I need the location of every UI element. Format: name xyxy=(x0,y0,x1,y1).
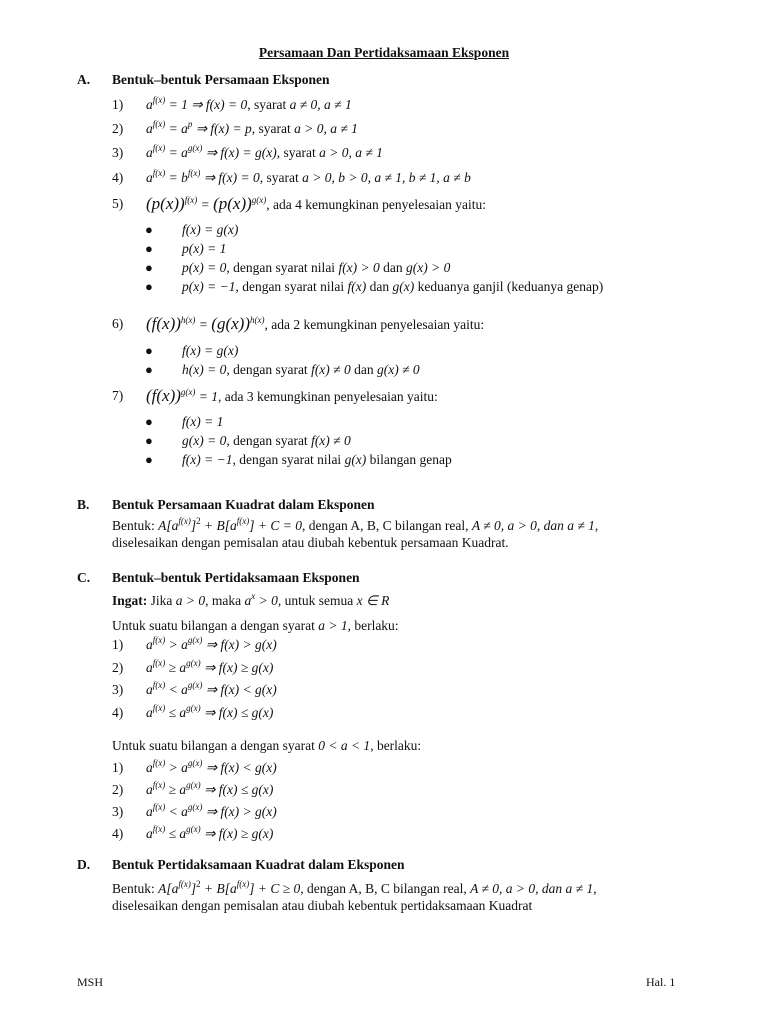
item-number: 6) xyxy=(112,316,124,331)
note-math: a > 0 xyxy=(175,593,206,608)
condition-label: , syarat xyxy=(251,121,295,136)
implies: ⇒ xyxy=(200,782,219,797)
exponent: f(x) xyxy=(152,680,166,690)
formula-base: a xyxy=(179,782,187,797)
intro-text: , berlaku: xyxy=(370,738,422,753)
exponent: f(x) xyxy=(184,195,198,205)
formula-part: ] + C ≥ 0 xyxy=(249,881,301,896)
condition-label: , syarat xyxy=(276,145,320,160)
result: f(x) ≥ g(x) xyxy=(218,660,274,675)
result: f(x) < g(x) xyxy=(220,760,277,775)
bullet-text: , dengan syarat nilai xyxy=(232,452,345,467)
exponent: x xyxy=(251,591,256,601)
section-title: Bentuk Persamaan Kuadrat dalam Eksponen xyxy=(112,497,375,512)
bullet-math: f(x) ≠ 0 xyxy=(311,362,351,377)
item-number: 4) xyxy=(112,170,124,185)
formula xyxy=(146,781,273,798)
item-number: 1) xyxy=(112,760,124,775)
operator: ≤ xyxy=(165,705,180,720)
intro-math: 0 < a < 1 xyxy=(318,738,371,753)
formula-part: = b xyxy=(165,170,188,185)
section-title: Bentuk–bentuk Pertidaksamaan Eksponen xyxy=(112,570,360,585)
bullet-math: g(x) xyxy=(344,452,367,467)
bullet-content xyxy=(182,451,452,468)
exponent: g(x) xyxy=(186,780,201,790)
formula-base: a xyxy=(146,782,153,797)
formula xyxy=(146,759,277,776)
item-number: 3) xyxy=(112,682,124,697)
form-label: Bentuk: xyxy=(112,881,159,896)
formula-base: a xyxy=(146,760,153,775)
exponent: f(x) xyxy=(152,168,166,178)
formula-base: a xyxy=(146,660,153,675)
formula-part: + B[a xyxy=(200,881,237,896)
form-label: Bentuk: xyxy=(112,518,159,533)
formula xyxy=(146,803,277,820)
bullet-math: g(x) > 0 xyxy=(406,260,451,275)
result: f(x) > g(x) xyxy=(220,804,277,819)
exponent: f(x) xyxy=(152,143,166,153)
formula-base: a xyxy=(146,97,153,112)
bullet-icon: ● xyxy=(145,414,153,429)
bullet-icon: ● xyxy=(145,343,153,358)
bullet-math: f(x) = −1 xyxy=(182,452,233,467)
implies: ⇒ xyxy=(202,637,221,652)
formula-text: , dengan A, B, C bilangan real, xyxy=(302,518,472,533)
bullet-math: g(x) = 0 xyxy=(182,433,227,448)
formula-rhs: (p(x)) xyxy=(213,194,252,213)
item-number: 7) xyxy=(112,388,124,403)
bullet-icon: ● xyxy=(145,222,153,237)
exponent: g(x) xyxy=(186,658,201,668)
formula-base: a xyxy=(181,804,188,819)
section-b-note: diselesaikan dengan pemisalan atau diubah kebentuk persamaan Kuadrat. xyxy=(112,535,509,550)
condition-label: , syarat xyxy=(259,170,303,185)
bullet-text: dan xyxy=(366,279,393,294)
condition-intro-2 xyxy=(112,737,421,754)
exponent: f(x) xyxy=(236,879,250,889)
item-number: 4) xyxy=(112,826,124,841)
formula-condition: A ≠ 0, a > 0, dan a ≠ 1 xyxy=(471,518,595,533)
document-title: Persamaan Dan Pertidaksamaan Eksponen xyxy=(258,45,510,60)
formula-base: a xyxy=(181,760,188,775)
exponent: f(x) xyxy=(152,780,166,790)
note-math: a xyxy=(244,593,252,608)
item-number: 1) xyxy=(112,97,124,112)
section-d-note: diselesaikan dengan pemisalan atau diubah kebentuk pertidaksamaan Kuadrat xyxy=(112,898,533,913)
exponent: g(x) xyxy=(186,824,201,834)
condition-math: a > 0, a ≠ 1 xyxy=(319,145,383,160)
formula-part: ] xyxy=(190,518,197,533)
result: f(x) ≥ g(x) xyxy=(218,826,274,841)
exponent: f(x) xyxy=(236,516,250,526)
bullet-icon: ● xyxy=(145,452,153,467)
operator: < xyxy=(165,682,182,697)
operator: ≥ xyxy=(165,660,180,675)
condition-math: a > 0, b > 0, a ≠ 1, b ≠ 1, a ≠ b xyxy=(302,170,471,185)
bullet-icon: ● xyxy=(145,433,153,448)
formula xyxy=(146,681,277,698)
bullet-math: f(x) = g(x) xyxy=(182,343,239,358)
intro-text: Untuk suatu bilangan a dengan syarat xyxy=(112,738,319,753)
formula-text: , xyxy=(594,518,599,533)
square-exponent: 2 xyxy=(196,879,201,889)
exponent: f(x) xyxy=(152,802,166,812)
implies: ⇒ xyxy=(200,660,219,675)
result: f(x) ≤ g(x) xyxy=(218,705,274,720)
item-number: 2) xyxy=(112,121,124,136)
bullet-content xyxy=(182,361,420,378)
note-text: , untuk semua xyxy=(277,593,357,608)
exponent: f(x) xyxy=(152,658,166,668)
bullet-math: f(x) = 1 xyxy=(182,414,224,429)
section-letter: A. xyxy=(77,72,91,87)
item-number: 4) xyxy=(112,705,124,720)
formula-base: a xyxy=(181,637,188,652)
bullet-math: f(x) ≠ 0 xyxy=(311,433,351,448)
bullet-icon: ● xyxy=(145,279,153,294)
section-d-formula xyxy=(112,880,597,897)
section-letter: C. xyxy=(77,570,91,585)
formula-condition: A ≠ 0, a > 0, dan a ≠ 1 xyxy=(470,881,594,896)
exponent: g(x) xyxy=(180,387,196,397)
result: f(x) < g(x) xyxy=(220,682,277,697)
formula xyxy=(146,704,273,721)
item-text: , ada 2 kemungkinan penyelesaian yaitu: xyxy=(264,317,485,332)
ingat-note xyxy=(112,592,389,609)
exponent: f(x) xyxy=(152,95,166,105)
bullet-math: p(x) = 0 xyxy=(182,260,227,275)
footer-page-number: Hal. 1 xyxy=(646,975,676,989)
implies: ⇒ xyxy=(200,705,219,720)
condition-intro-1 xyxy=(112,617,399,634)
note-text: Jika xyxy=(147,593,176,608)
formula-text: , dengan A, B, C bilangan real, xyxy=(300,881,471,896)
operator: ≤ xyxy=(165,826,180,841)
formula-part: = a xyxy=(165,145,188,160)
exponent: f(x) xyxy=(152,635,166,645)
result: f(x) > g(x) xyxy=(220,637,277,652)
intro-text: Untuk suatu bilangan a dengan syarat xyxy=(112,618,319,633)
bullet-icon: ● xyxy=(145,260,153,275)
formula-part: = a xyxy=(165,121,188,136)
bullet-math: g(x) xyxy=(392,279,415,294)
implies: ⇒ xyxy=(200,826,219,841)
note-text: , maka xyxy=(205,593,245,608)
bullet-text: , dengan syarat xyxy=(226,433,312,448)
formula-base: a xyxy=(181,682,188,697)
item-text: , ada 3 kemungkinan penyelesaian yaitu: xyxy=(218,389,438,404)
formula xyxy=(146,636,277,653)
note-math: x ∈ R xyxy=(356,593,390,608)
formula-base: a xyxy=(146,804,153,819)
bullet-math: f(x) = g(x) xyxy=(182,222,239,237)
formula-base: a xyxy=(179,826,187,841)
bullet-text: , dengan syarat nilai xyxy=(226,260,339,275)
result: f(x) ≤ g(x) xyxy=(218,782,274,797)
bullet-icon: ● xyxy=(145,362,153,377)
exponent: g(x) xyxy=(187,758,203,768)
bullet-content xyxy=(182,413,223,430)
item-number: 2) xyxy=(112,660,124,675)
section-letter: B. xyxy=(77,497,90,512)
bullet-text: dan xyxy=(350,362,377,377)
equals: = 1 xyxy=(195,389,219,404)
formula-rhs: (g(x)) xyxy=(211,314,250,333)
exponent: h(x) xyxy=(250,315,265,325)
implies: ⇒ xyxy=(202,682,221,697)
operator: < xyxy=(165,804,182,819)
condition-math: a > 0, a ≠ 1 xyxy=(294,121,358,136)
formula-base: a xyxy=(146,826,153,841)
formula-base: a xyxy=(146,705,153,720)
formula-text: , xyxy=(593,881,597,896)
bullet-content xyxy=(182,342,238,359)
bullet-math: p(x) = −1 xyxy=(182,279,236,294)
exponent: f(x) xyxy=(152,824,166,834)
formula-part: ⇒ f(x) = 0 xyxy=(200,170,260,185)
item-number: 2) xyxy=(112,782,124,797)
exponent: p xyxy=(187,119,193,129)
bullet-math: f(x) > 0 xyxy=(338,260,380,275)
implies: ⇒ xyxy=(202,760,221,775)
formula-part: + B[a xyxy=(200,518,237,533)
formula-lhs: (f(x)) xyxy=(146,314,181,333)
formula xyxy=(146,144,383,161)
formula-base: a xyxy=(179,660,187,675)
bullet-text: , dengan syarat xyxy=(226,362,312,377)
exponent: h(x) xyxy=(180,315,196,325)
formula-base: a xyxy=(146,145,153,160)
formula xyxy=(146,169,471,186)
equals: = xyxy=(195,317,212,332)
bullet-content xyxy=(182,240,226,257)
condition-math: a ≠ 0, a ≠ 1 xyxy=(289,97,352,112)
bullet-math: h(x) = 0 xyxy=(182,362,227,377)
exponent: f(x) xyxy=(178,879,191,889)
formula-part: A[a xyxy=(158,518,179,533)
bullet-content xyxy=(182,278,603,295)
formula-part: ] xyxy=(190,881,197,896)
bullet-text: dan xyxy=(379,260,407,275)
bullet-content xyxy=(182,432,351,449)
formula-base: a xyxy=(146,682,153,697)
intro-math: a > 1 xyxy=(318,618,348,633)
item-number: 1) xyxy=(112,637,124,652)
note-math: > 0 xyxy=(255,593,278,608)
item-number: 3) xyxy=(112,145,124,160)
bullet-content xyxy=(182,259,450,276)
bullet-math: f(x) xyxy=(347,279,367,294)
formula xyxy=(146,120,358,137)
formula-part: ] + C = 0 xyxy=(249,518,302,533)
formula-base: a xyxy=(146,170,153,185)
exponent: g(x) xyxy=(187,802,203,812)
exponent: g(x) xyxy=(186,703,201,713)
section-letter: D. xyxy=(77,857,91,872)
section-title: Bentuk Pertidaksamaan Kuadrat dalam Eksponen xyxy=(112,857,405,872)
bullet-text: , dengan syarat nilai xyxy=(235,279,348,294)
intro-text: , berlaku: xyxy=(347,618,399,633)
equals: = xyxy=(197,197,214,212)
operator: > xyxy=(165,637,182,652)
formula-base: a xyxy=(179,705,187,720)
condition-label: , syarat xyxy=(247,97,290,112)
exponent: f(x) xyxy=(178,516,191,526)
exponent: g(x) xyxy=(187,635,203,645)
formula-lhs: (p(x)) xyxy=(146,194,185,213)
operator: > xyxy=(165,760,182,775)
formula-lhs: (f(x)) xyxy=(146,386,181,405)
formula xyxy=(146,96,352,113)
formula xyxy=(146,659,273,676)
item-number: 3) xyxy=(112,804,124,819)
operator: ≥ xyxy=(165,782,180,797)
exponent: f(x) xyxy=(152,758,166,768)
bullet-math: g(x) ≠ 0 xyxy=(376,362,420,377)
bullet-text: keduanya ganjil (keduanya genap) xyxy=(414,279,604,294)
formula-base: a xyxy=(146,637,153,652)
implies: ⇒ xyxy=(202,804,221,819)
section-title: Bentuk–bentuk Persamaan Eksponen xyxy=(112,72,330,87)
exponent: g(x) xyxy=(187,680,203,690)
item-number: 5) xyxy=(112,196,124,211)
footer-author: MSH xyxy=(77,975,104,989)
formula-part: ⇒ f(x) = g(x) xyxy=(202,145,277,160)
ingat-label: Ingat: xyxy=(112,593,148,608)
exponent: g(x) xyxy=(187,143,203,153)
formula-base: a xyxy=(146,121,153,136)
exponent: f(x) xyxy=(152,703,166,713)
bullet-text: bilangan genap xyxy=(366,452,452,467)
formula-part: = 1 ⇒ f(x) = 0 xyxy=(165,97,248,112)
square-exponent: 2 xyxy=(196,516,201,526)
section-b-formula xyxy=(112,517,598,534)
formula-part: A[a xyxy=(158,881,179,896)
exponent: g(x) xyxy=(251,195,267,205)
formula xyxy=(146,825,273,842)
bullet-math: p(x) = 1 xyxy=(182,241,227,256)
bullet-content xyxy=(182,221,238,238)
bullet-icon: ● xyxy=(145,241,153,256)
exponent: f(x) xyxy=(152,119,166,129)
formula-part: ⇒ f(x) = p xyxy=(192,121,252,136)
item-text: , ada 4 kemungkinan penyelesaian yaitu: xyxy=(266,197,486,212)
exponent: f(x) xyxy=(187,168,201,178)
